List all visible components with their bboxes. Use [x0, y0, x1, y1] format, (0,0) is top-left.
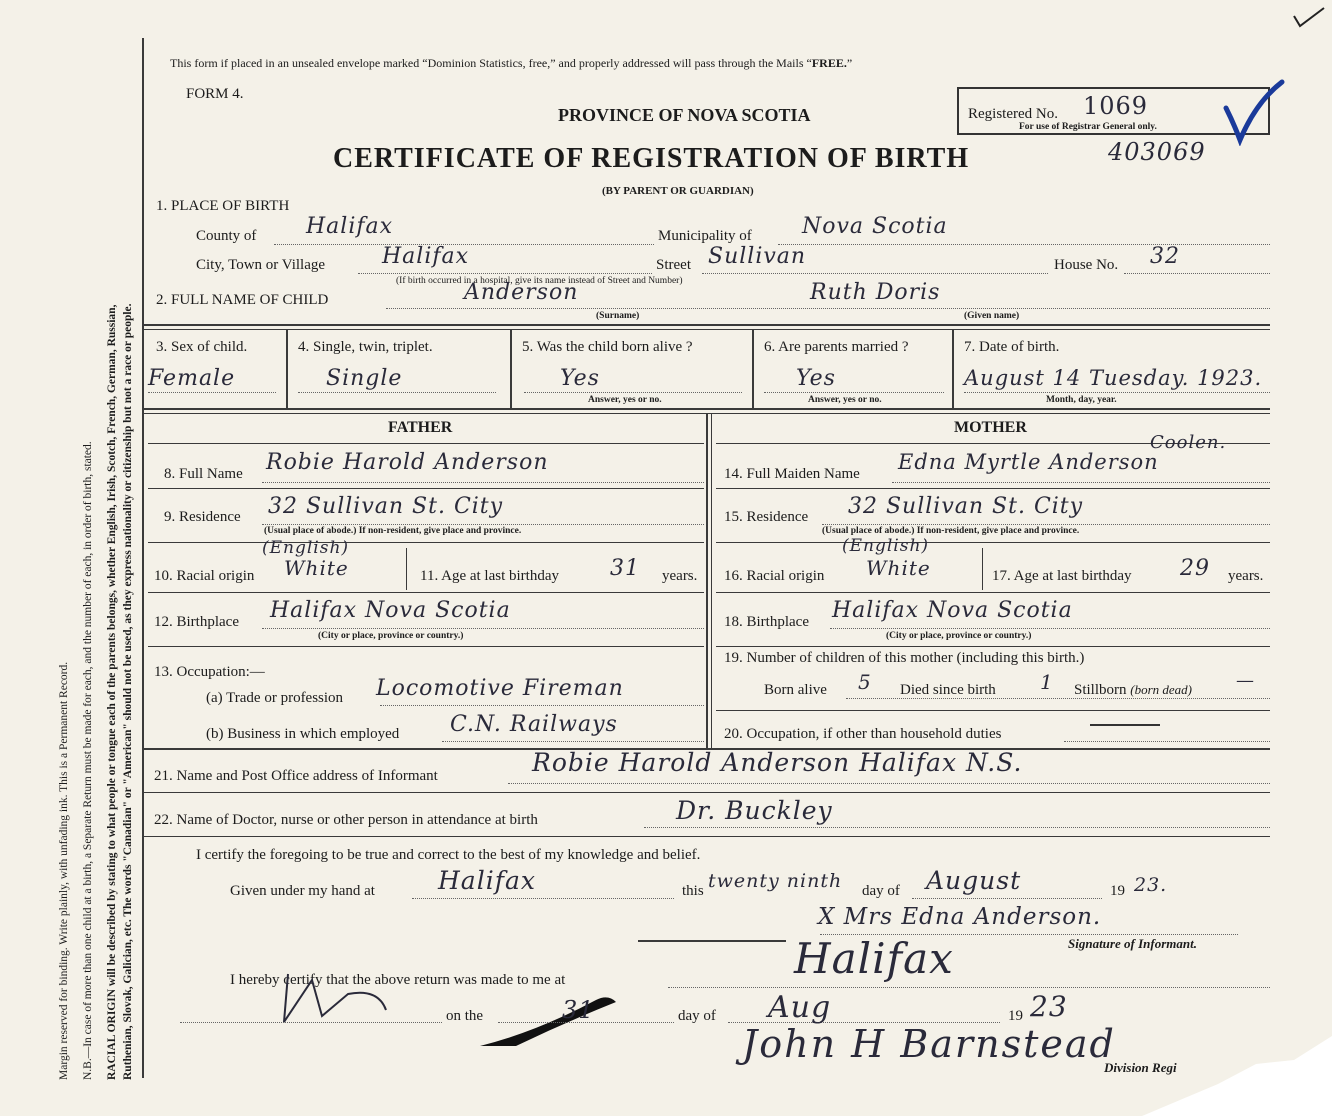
- mother-name-line: [892, 482, 1270, 483]
- born-alive-count-label: Born alive: [764, 682, 827, 698]
- mother-heading: MOTHER: [954, 419, 1027, 436]
- municipality-line: [778, 244, 1270, 245]
- reg-year-value[interactable]: 23: [1030, 990, 1068, 1023]
- mother-occupation-label: 20. Occupation, if other than household duties: [724, 726, 1002, 742]
- plurality-line: [298, 392, 496, 393]
- reg-day-of-label: day of: [678, 1008, 716, 1024]
- mother-residence-caption: (Usual place of abode.) If non-resident, give place and province.: [822, 526, 1080, 536]
- col-divider-a: [286, 330, 288, 408]
- divider-1b: [142, 329, 1270, 330]
- born-alive-caption: Answer, yes or no.: [588, 395, 662, 405]
- divider-name: [148, 488, 704, 489]
- on-the-value[interactable]: 31: [562, 996, 595, 1024]
- child-surname-value[interactable]: Anderson: [464, 280, 579, 305]
- registered-label: Registered No.: [968, 106, 1058, 122]
- house-label: House No.: [1054, 257, 1119, 273]
- registrar-place-line: [668, 987, 1270, 988]
- mother-age-label: 17. Age at last birthday: [992, 568, 1132, 584]
- certification-statement: I certify the foregoing to be true and correct to the best of my knowledge and belief.: [196, 847, 701, 863]
- year-value[interactable]: 23.: [1134, 874, 1168, 896]
- street-label: Street: [656, 257, 691, 273]
- surname-caption: (Surname): [596, 311, 640, 321]
- mother-name-correction[interactable]: Coolen.: [1150, 432, 1227, 453]
- divider-res: [148, 542, 704, 543]
- father-name-value[interactable]: Robie Harold Anderson: [266, 450, 549, 475]
- mother-racial-label: 16. Racial origin: [724, 568, 825, 584]
- divider-birthplace: [148, 646, 704, 647]
- born-alive-line: [524, 392, 742, 393]
- mother-age-unit: years.: [1228, 568, 1264, 584]
- municipality-value[interactable]: Nova Scotia: [802, 214, 948, 239]
- divider-birthplace-r: [716, 646, 1270, 647]
- father-residence-label: 9. Residence: [164, 509, 241, 525]
- father-residence-line: [262, 524, 704, 525]
- month-value[interactable]: August: [926, 866, 1022, 895]
- mother-birthplace-caption: (City or place, province or country.): [886, 631, 1032, 641]
- married-question: 6. Are parents married ?: [764, 339, 909, 355]
- died-value[interactable]: 1: [1040, 670, 1054, 694]
- dob-line: [964, 392, 1270, 393]
- on-the-line-pre: [180, 1022, 442, 1023]
- county-value[interactable]: Halifax: [306, 214, 394, 239]
- doctor-label: 22. Name of Doctor, nurse or other person in attendance at birth: [154, 812, 538, 828]
- street-value[interactable]: Sullivan: [708, 244, 807, 269]
- given-place-value[interactable]: Halifax: [438, 866, 536, 895]
- mother-age-value[interactable]: 29: [1180, 556, 1210, 581]
- separator-short: [638, 940, 786, 942]
- father-age-value[interactable]: 31: [610, 556, 640, 581]
- mother-birthplace-label: 18. Birthplace: [724, 614, 809, 630]
- mother-racial-note[interactable]: (English): [842, 536, 930, 556]
- divider-racial-r: [716, 592, 1270, 593]
- trade-line: [380, 705, 704, 706]
- child-name-label: 2. FULL NAME OF CHILD: [156, 292, 329, 308]
- plurality-label: 4. Single, twin, triplet.: [298, 339, 433, 355]
- father-age-label: 11. Age at last birthday: [420, 568, 559, 584]
- informant-signature[interactable]: X Mrs Edna Anderson.: [818, 904, 1102, 930]
- divider-children-r: [716, 710, 1270, 711]
- col-divider-b: [510, 330, 512, 408]
- city-label: City, Town or Village: [196, 257, 326, 273]
- died-label: Died since birth: [900, 682, 996, 698]
- father-residence-value[interactable]: 32 Sullivan St. City: [268, 494, 504, 519]
- street-line: [702, 273, 1048, 274]
- certificate-subtitle: (BY PARENT OR GUARDIAN): [602, 185, 754, 197]
- mother-racial-value[interactable]: White: [866, 556, 931, 580]
- sex-label: 3. Sex of child.: [156, 339, 248, 355]
- dob-caption: Month, day, year.: [1046, 395, 1117, 405]
- form-number: FORM 4.: [186, 86, 244, 102]
- mother-residence-label: 15. Residence: [724, 509, 809, 525]
- mother-residence-line: [822, 524, 1270, 525]
- place-of-birth-heading: 1. PLACE OF BIRTH: [156, 198, 290, 214]
- form-left-border: [142, 38, 144, 1078]
- informant-signature-caption: Signature of Informant.: [1068, 936, 1197, 951]
- city-value[interactable]: Halifax: [382, 244, 470, 269]
- father-racial-value[interactable]: White: [284, 556, 349, 580]
- on-the-label: on the: [446, 1008, 484, 1024]
- margin-note-binding: Margin reserved for binding. Write plainly, with unfading ink. This is a Permanent Record.: [58, 661, 70, 1080]
- postal-note-end: ”: [846, 56, 853, 70]
- city-line: [358, 273, 652, 274]
- sex-line: [148, 392, 276, 393]
- col-divider-d: [952, 330, 954, 408]
- father-racial-divider: [406, 548, 407, 590]
- file-number: 403069: [1108, 138, 1206, 166]
- mother-birthplace-value[interactable]: Halifax Nova Scotia: [832, 598, 1073, 623]
- doctor-line: [644, 827, 1270, 828]
- registrar-mark: [278, 970, 398, 1030]
- divider-name-r: [716, 488, 1270, 489]
- dob-value[interactable]: August 14 Tuesday. 1923.: [964, 366, 1263, 390]
- mother-occupation-dash: [1090, 724, 1160, 726]
- year-prefix: 19: [1110, 883, 1125, 899]
- born-alive-question: 5. Was the child born alive ?: [522, 339, 693, 355]
- county-label: County of: [196, 228, 257, 244]
- father-birthplace-label: 12. Birthplace: [154, 614, 239, 630]
- married-answer[interactable]: Yes: [796, 366, 836, 391]
- trade-value[interactable]: Locomotive Fireman: [376, 676, 624, 701]
- stillborn-label-text: Stillborn: [1074, 682, 1127, 698]
- day-of-label: day of: [862, 883, 900, 899]
- hospital-note: (If birth occurred in a hospital, give its name instead of Street and Number): [396, 276, 683, 286]
- postal-note-free: FREE.: [811, 56, 847, 70]
- doctor-value[interactable]: Dr. Buckley: [676, 796, 833, 825]
- born-alive-count-value[interactable]: 5: [858, 670, 872, 694]
- trade-label: (a) Trade or profession: [206, 690, 344, 706]
- certificate-title: CERTIFICATE OF REGISTRATION OF BIRTH: [333, 143, 970, 174]
- margin-note-racial-origin: RACIAL ORIGIN will be described by stating to what people or tongue each of the parents belongs, whether English, Irish, Scotch, French, German, Russian,: [106, 304, 118, 1080]
- province-heading: PROVINCE OF NOVA SCOTIA: [558, 105, 811, 125]
- father-birthplace-caption: (City or place, province or country.): [318, 631, 464, 641]
- dob-label: 7. Date of birth.: [964, 339, 1060, 355]
- mother-occupation-line: [1064, 741, 1270, 742]
- corner-check-icon: [1290, 4, 1330, 34]
- mother-birthplace-line: [830, 628, 1270, 629]
- registrar-signature[interactable]: John H Barnstead: [742, 1022, 1116, 1066]
- divider-res-r: [716, 542, 1270, 543]
- stillborn-note: (born dead): [1130, 682, 1193, 697]
- children-line: [846, 698, 1270, 699]
- stillborn-value[interactable]: —: [1236, 670, 1255, 691]
- postal-note-start: This form if placed in an unsealed envelope marked “Dominion Statistics, free,” and properly addressed will pass through the Mails “: [170, 56, 812, 70]
- reg-month-value[interactable]: Aug: [768, 990, 832, 1025]
- father-birthplace-line: [262, 628, 704, 629]
- registered-number: 1069: [1083, 92, 1149, 120]
- divider-5: [142, 836, 1270, 837]
- informant-line: [508, 783, 1270, 784]
- given-caption: (Given name): [964, 311, 1020, 321]
- married-line: [764, 392, 944, 393]
- father-racial-label: 10. Racial origin: [154, 568, 255, 584]
- checkmark-icon: [1222, 76, 1286, 146]
- house-line: [1124, 273, 1270, 274]
- postal-note: [170, 56, 852, 71]
- registrar-place-value[interactable]: Halifax: [794, 934, 954, 983]
- registrar-statement: I hereby certify that the above return was made to me at: [230, 972, 566, 988]
- married-caption: Answer, yes or no.: [808, 395, 882, 405]
- house-value[interactable]: 32: [1150, 244, 1180, 269]
- this-value[interactable]: twenty ninth: [708, 870, 843, 892]
- divider-2: [142, 408, 1270, 410]
- father-heading: FATHER: [388, 419, 453, 436]
- father-name-line: [262, 482, 704, 483]
- informant-label: 21. Name and Post Office address of Informant: [154, 768, 438, 784]
- this-label: this: [682, 883, 704, 899]
- plurality-value[interactable]: Single: [326, 366, 403, 391]
- divider-1: [142, 324, 1270, 326]
- heading-underline-left: [148, 443, 704, 444]
- margin-note-multiple-births: N.B.—In case of more than one child at a birth, a Separate Return must be made for each, and the number of each, in order of birth, stated.: [82, 441, 94, 1080]
- father-racial-note[interactable]: (English): [262, 538, 350, 558]
- parents-divider: [706, 414, 708, 750]
- occupation-heading: 13. Occupation:—: [154, 664, 265, 680]
- born-alive-answer[interactable]: Yes: [560, 366, 600, 391]
- stillborn-label: [1074, 682, 1192, 699]
- mother-residence-value[interactable]: 32 Sullivan St. City: [848, 494, 1084, 519]
- given-label: Given under my hand at: [230, 883, 375, 899]
- child-given-value[interactable]: Ruth Doris: [810, 280, 941, 305]
- torn-corner: [1142, 1036, 1332, 1116]
- col-divider-c: [752, 330, 754, 408]
- children-label: 19. Number of children of this mother (including this birth.): [724, 650, 1085, 666]
- business-label: (b) Business in which employed: [206, 726, 400, 742]
- parents-divider-b: [711, 414, 712, 750]
- child-name-line: [386, 308, 1270, 309]
- father-age-unit: years.: [662, 568, 698, 584]
- father-name-label: 8. Full Name: [164, 466, 243, 482]
- reg-year-prefix: 19: [1008, 1008, 1023, 1024]
- father-residence-caption: (Usual place of abode.) If non-resident, give place and province.: [264, 526, 522, 536]
- registrar-caption: Division Regi: [1104, 1060, 1177, 1075]
- business-value[interactable]: C.N. Railways: [450, 712, 618, 737]
- month-line: [912, 898, 1102, 899]
- municipality-label: Municipality of: [658, 228, 752, 244]
- mother-racial-divider: [982, 548, 983, 590]
- sex-value[interactable]: Female: [148, 366, 236, 391]
- divider-racial: [148, 592, 704, 593]
- father-birthplace-value[interactable]: Halifax Nova Scotia: [270, 598, 511, 623]
- mother-name-label: 14. Full Maiden Name: [724, 466, 860, 482]
- informant-value[interactable]: Robie Harold Anderson Halifax N.S.: [532, 748, 1023, 777]
- given-line: [412, 898, 674, 899]
- margin-note-nationality: Ruthenian, Slovak, Galician, etc. The words "Canadian" or "American" should not be used, as they express nationality or citizenship but not a race or people.: [122, 303, 134, 1080]
- mother-name-value[interactable]: Edna Myrtle Anderson: [898, 450, 1159, 474]
- divider-4: [142, 792, 1270, 793]
- on-the-line: [498, 1022, 674, 1023]
- business-line: [442, 741, 704, 742]
- registrar-note: For use of Registrar General only.: [1019, 122, 1157, 132]
